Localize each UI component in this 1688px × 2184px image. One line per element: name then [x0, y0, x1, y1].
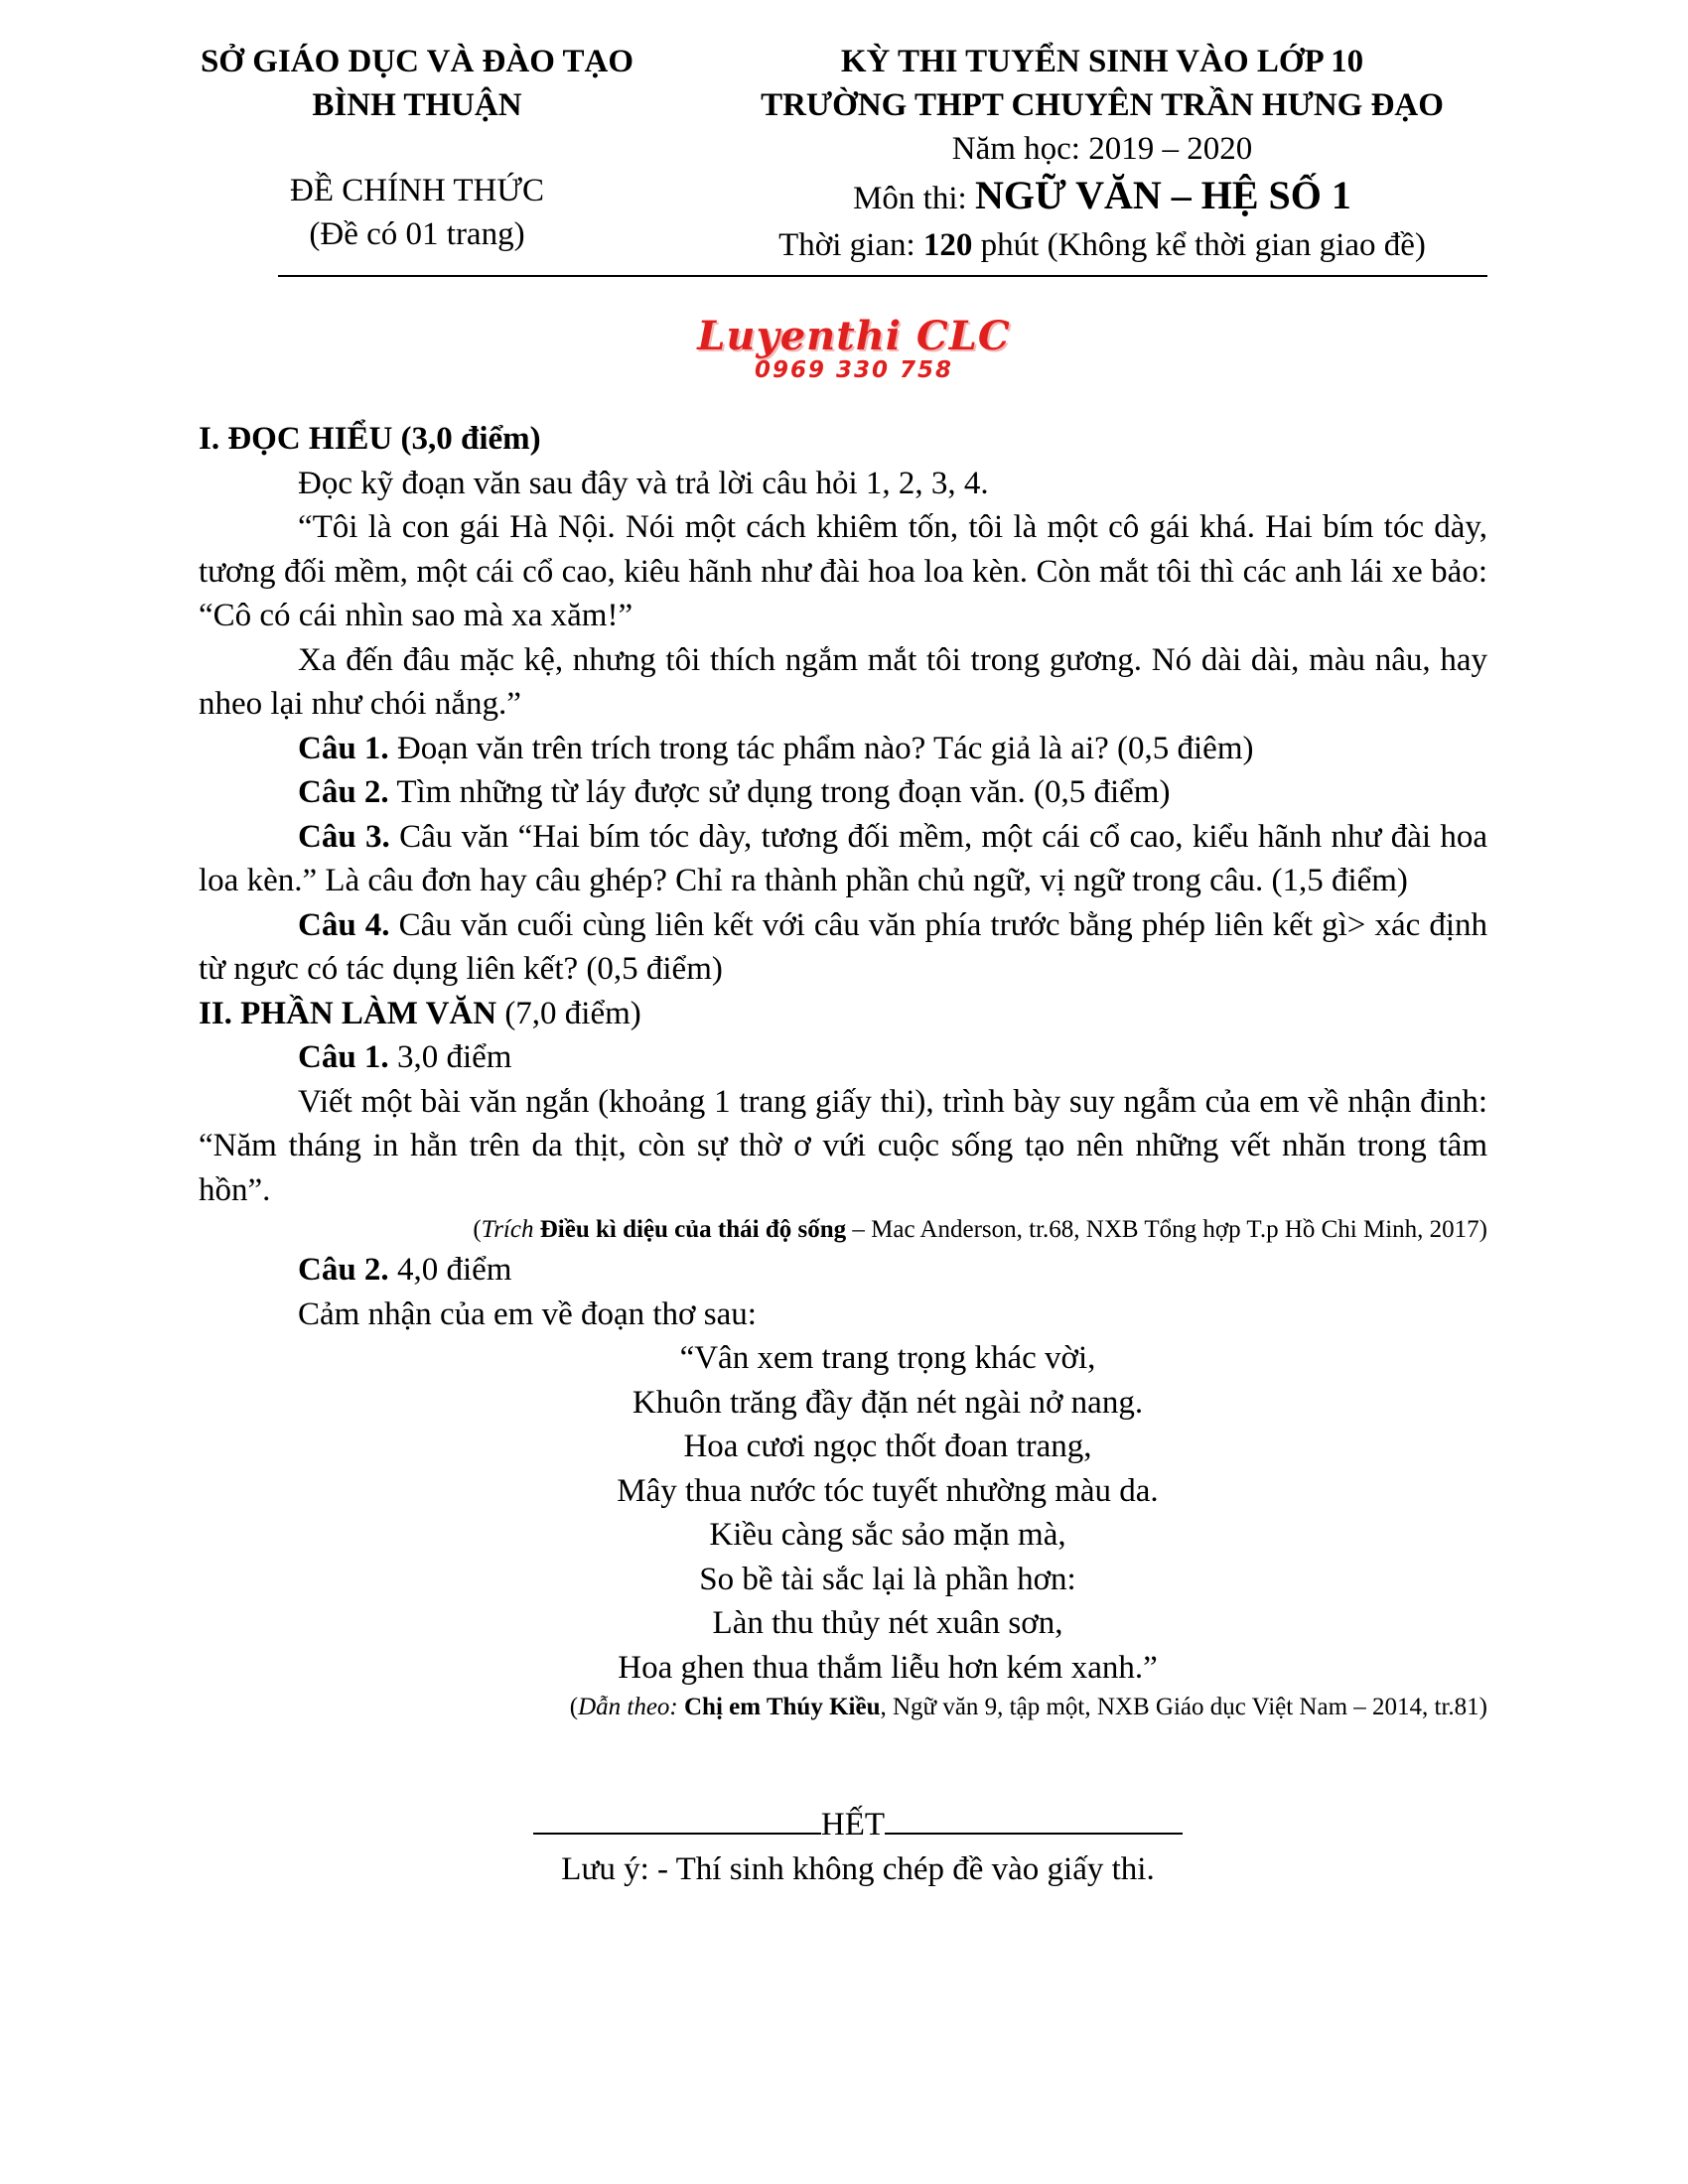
- poem-line: Hoa cươi ngọc thốt đoan trang,: [683, 1429, 1092, 1464]
- subject-line: [715, 171, 1489, 223]
- question-3: [199, 815, 1487, 903]
- question-text: Câu văn cuối cùng liên kết với câu văn phía trước bằng phép liên kết gì> xác định từ ngưc có tác dụng liên kết? (0,5 điểm): [199, 906, 1488, 987]
- footer-note: Lưu ý: - Thí sinh không chép đề vào giấy thi.: [561, 1850, 1155, 1887]
- question-label: Câu 2.: [298, 1252, 389, 1288]
- essay-question-1-source: [199, 1212, 1487, 1248]
- watermark-logo: [685, 313, 1023, 383]
- poem-line: Kiều càng sắc sảo mặn mà,: [709, 1517, 1066, 1553]
- exam-title: KỲ THI TUYỂN SINH VÀO LỚP 10: [840, 44, 1364, 79]
- header-rule: [278, 275, 1487, 277]
- school-year: Năm học: 2019 – 2020: [951, 131, 1253, 167]
- time-suffix: phút (Không kể thời gian giao đề): [972, 227, 1426, 263]
- section1-heading: I. ĐỌC HIỂU (3,0 điểm): [199, 421, 541, 457]
- subject-prefix: Môn thi:: [853, 181, 975, 216]
- source-italic: Trích: [481, 1216, 534, 1243]
- essay-question-2-text: Cảm nhận của em về đoạn thơ sau:: [298, 1296, 757, 1332]
- essay-question-2: [199, 1248, 1487, 1293]
- page-count: (Đề có 01 trang): [309, 216, 525, 252]
- question-label: Câu 3.: [298, 818, 390, 855]
- question-label: Câu 2.: [298, 774, 389, 810]
- department-name: SỞ GIÁO DỤC VÀ ĐÀO TẠO: [200, 44, 634, 79]
- question-2: [199, 770, 1487, 815]
- end-word: HẾT: [820, 1807, 886, 1843]
- time-value: 120: [922, 227, 973, 263]
- official-label: ĐỀ CHÍNH THỨC: [290, 173, 544, 208]
- poem-line: Làn thu thủy nét xuân sơn,: [712, 1605, 1063, 1641]
- essay-question-1-text: Viết một bài văn ngắn (khoảng 1 trang giấy thi), trình bày suy ngẫm của em về nhận đinh: “Năm tháng in hằn trên da thịt, còn sự thờ ơ vứi cuộc sống tạo nên những vết nhăn trong tâm hồn”.: [199, 1083, 1487, 1208]
- passage-paragraph-2: Xa đến đâu mặc kệ, nhưng tôi thích ngắm mắt tôi trong gương. Nó dài dài, màu nâu, hay nheo lại như chói nắng.”: [199, 641, 1487, 722]
- poem-line: So bề tài sắc lại là phần hơn:: [699, 1561, 1076, 1597]
- end-marker: [199, 1803, 1487, 1847]
- question-label: Câu 4.: [298, 906, 390, 943]
- school-name: TRƯỜNG THPT CHUYÊN TRẦN HƯNG ĐẠO: [761, 87, 1444, 123]
- end-rule-left: [533, 1803, 821, 1835]
- question-label: Câu 1.: [298, 730, 389, 766]
- section2-heading-points: (7,0 điểm): [496, 995, 641, 1031]
- watermark-phone: 0969 330 758: [754, 357, 954, 383]
- time-prefix: Thời gian:: [778, 227, 923, 263]
- source-title: Chị em Thúy Kiều: [677, 1694, 881, 1720]
- subject-name: NGỮ VĂN – HỆ SỐ 1: [974, 173, 1351, 217]
- question-text: Câu văn “Hai bím tóc dày, tương đối mềm, một cái cổ cao, kiểu hãnh như đài hoa loa kèn.” Là câu đơn hay câu ghép? Chỉ ra thành phần chủ ngữ, vị ngữ trong câu. (1,5 điểm): [199, 818, 1488, 898]
- question-4: [199, 903, 1487, 992]
- source-details: – Mac Anderson, tr.68, NXB Tổng hợp T.p Hồ Chi Minh, 2017): [846, 1216, 1487, 1243]
- poem-line: Mây thua nước tóc tuyết nhường màu da.: [617, 1472, 1159, 1509]
- section2-heading: [199, 992, 1487, 1036]
- header-left: [139, 40, 695, 256]
- province-name: BÌNH THUẬN: [312, 87, 522, 123]
- exam-body: [199, 417, 1487, 1891]
- poem-line: Hoa ghen thua thắm liễu hơn kém xanh.”: [618, 1649, 1158, 1686]
- watermark-brand: Luyenthi CLC: [697, 313, 1011, 359]
- source-open: (: [569, 1694, 579, 1720]
- question-text: Tìm những từ láy được sử dụng trong đoạn văn. (0,5 điểm): [388, 774, 1171, 810]
- poem-line: Khuôn trăng đầy đặn nét ngài nở nang.: [632, 1384, 1144, 1421]
- poem: [199, 1336, 1487, 1690]
- poem-line: “Vân xem trang trọng khác vời,: [679, 1340, 1096, 1376]
- question-1: [199, 727, 1487, 771]
- source-details: , Ngữ văn 9, tập một, NXB Giáo dục Việt Nam – 2014, tr.81): [880, 1694, 1487, 1720]
- question-points: 4,0 điểm: [388, 1252, 512, 1288]
- passage-paragraph-1: “Tôi là con gái Hà Nội. Nói một cách khiêm tốn, tôi là một cô gái khá. Hai bím tóc dày, tương đối mềm, một cái cổ cao, kiêu hãnh như đài hoa loa kèn. Còn mắt tôi thì các anh lái xe bảo: “Cô có cái nhìn sao mà xa xăm!”: [199, 509, 1487, 633]
- time-line: [715, 223, 1489, 267]
- header-right: [715, 40, 1489, 267]
- question-text: Đoạn văn trên trích trong tác phẩm nào? Tác giả là ai? (0,5 điêm): [388, 730, 1254, 766]
- source-open: (: [473, 1216, 482, 1243]
- poem-source: [199, 1690, 1487, 1725]
- end-rule-right: [885, 1803, 1183, 1835]
- source-italic: Dẫn theo:: [578, 1694, 678, 1720]
- section2-heading-bold: II. PHẦN LÀM VĂN: [199, 995, 497, 1031]
- question-label: Câu 1.: [298, 1039, 389, 1075]
- question-points: 3,0 điểm: [388, 1039, 512, 1075]
- section1-instruction: Đọc kỹ đoạn văn sau đây và trả lời câu hỏi 1, 2, 3, 4.: [298, 465, 989, 501]
- essay-question-1: [199, 1035, 1487, 1080]
- source-title: Điều kì diệu của thái độ sống: [533, 1216, 847, 1243]
